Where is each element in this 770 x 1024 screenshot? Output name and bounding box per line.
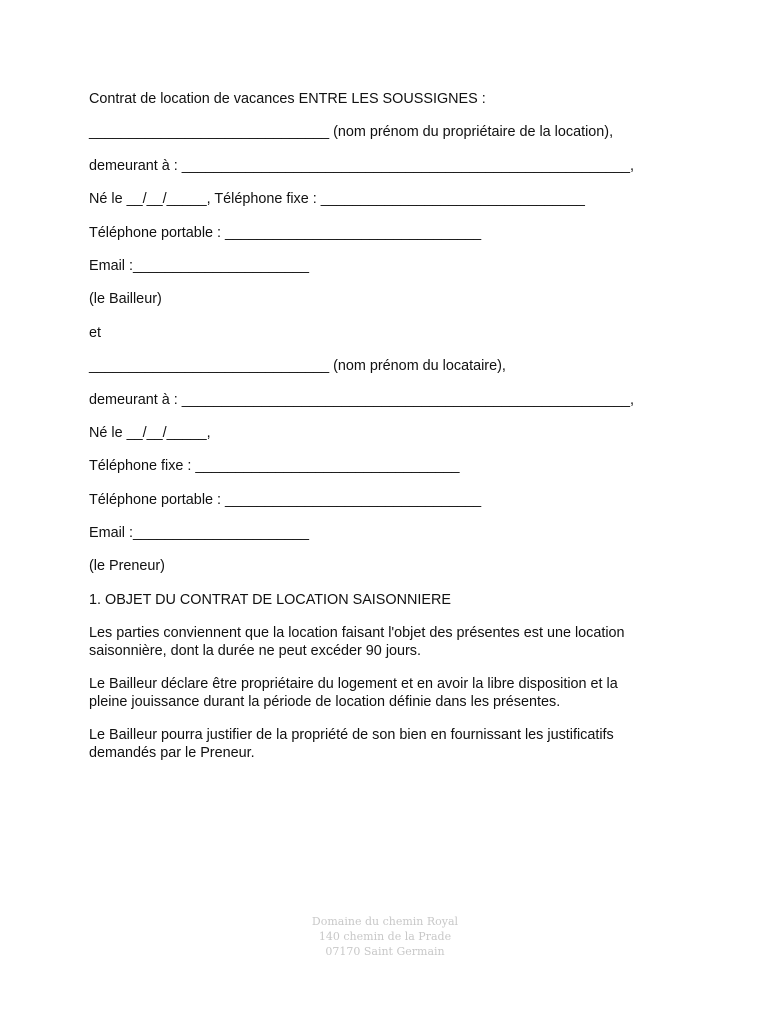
document-page: [89, 90, 659, 777]
tenant-role-label: (le Preneur): [89, 558, 165, 575]
contract-title: Contrat de location de vacances ENTRE LES SOUSSIGNES :: [89, 91, 486, 107]
footer-line: Domaine du chemin Royal: [311, 915, 459, 928]
tenant-address-field: demeurant à : ________________________________________________________,: [89, 391, 634, 408]
section-paragraph: Les parties conviennent que la location faisant l'objet des présentes est une location saisonnière, dont la durée ne peut excéder 90 jours.: [89, 625, 625, 660]
landlord-address-field: demeurant à : ________________________________________________________,: [89, 157, 634, 174]
tenant-mobile-field: Téléphone portable : ________________________________: [89, 491, 482, 508]
landlord-role-label: (le Bailleur): [89, 291, 162, 308]
tenant-birth-field: Né le __/__/_____,: [89, 424, 211, 441]
landlord-name-field: ______________________________ (nom prénom du propriétaire de la location),: [89, 124, 614, 141]
tenant-name-field: ______________________________ (nom prénom du locataire),: [89, 358, 506, 375]
section-paragraph: Le Bailleur pourra justifier de la propriété de son bien en fournissant les justificatifs demandés par le Preneur.: [89, 727, 614, 762]
landlord-mobile-field: Téléphone portable : ________________________________: [89, 224, 482, 241]
conjunction-text: et: [89, 324, 102, 341]
landlord-email-field: Email :______________________: [89, 257, 310, 274]
footer-address: [0, 914, 770, 959]
tenant-phone-field: Téléphone fixe : _________________________________: [89, 458, 460, 475]
footer-line: 140 chemin de la Prade: [318, 930, 452, 943]
tenant-email-field: Email :______________________: [89, 525, 310, 542]
section-heading: 1. OBJET DU CONTRAT DE LOCATION SAISONNIERE: [89, 591, 451, 608]
section-paragraph: Le Bailleur déclare être propriétaire du logement et en avoir la libre disposition et la pleine jouissance durant la période de location définie dans les présentes.: [89, 676, 618, 711]
footer-line: 07170 Saint Germain: [325, 945, 445, 958]
landlord-birth-phone-field: Né le __/__/_____, Téléphone fixe : _________________________________: [89, 191, 585, 208]
